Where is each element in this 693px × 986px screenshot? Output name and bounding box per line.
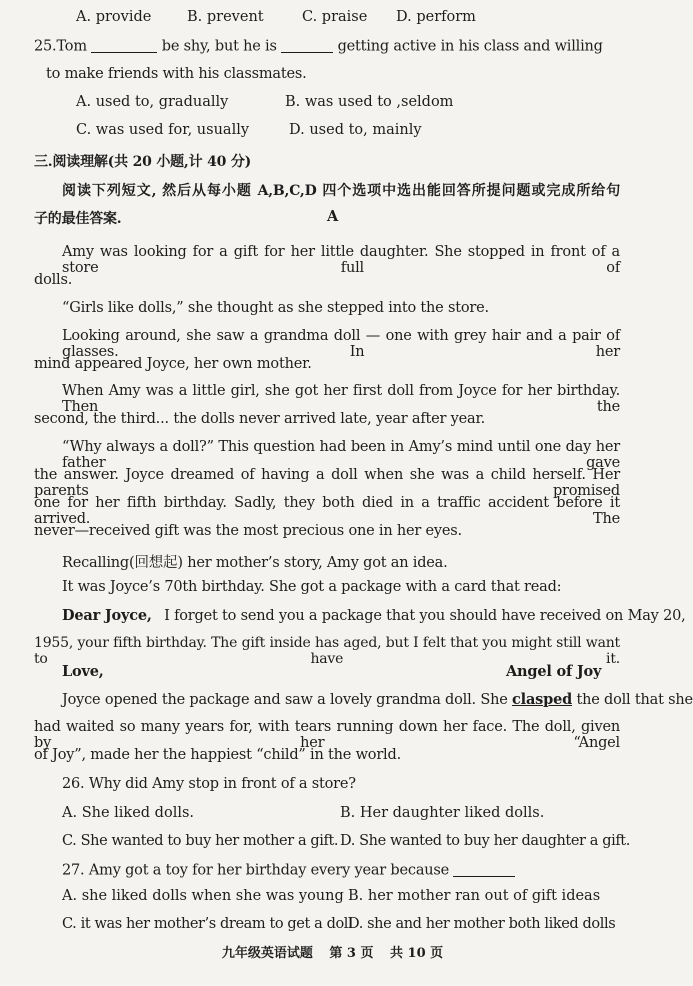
q27-option-a: A. she liked dolls when she was young xyxy=(62,888,344,904)
footer-page: 第 3 页 xyxy=(329,946,374,961)
letter-signature: Angel of Joy xyxy=(506,663,602,680)
passage-line-4: Looking around, she saw a grandma doll — one with grey hair and a pair of glasses. In her xyxy=(62,328,620,360)
passage-line-12: Recalling(回想起) her mother’s story, Amy got an idea. xyxy=(62,555,448,571)
q25-option-d: D. used to, mainly xyxy=(289,122,422,138)
q26-option-b: B. Her daughter liked dolls. xyxy=(340,805,545,821)
q24-option-d: D. perform xyxy=(396,9,476,25)
letter-greeting: Dear Joyce, xyxy=(62,607,152,624)
q27-option-c: C. it was her mother’s dream to get a doll xyxy=(62,916,353,932)
q26-option-a: A. She liked dolls. xyxy=(62,805,195,821)
q25-number: 25.Tom xyxy=(34,38,87,55)
q25-option-c: C. was used for, usually xyxy=(76,122,250,138)
letter-signoff: Love, xyxy=(62,663,104,680)
passage-line-15: 1955, your fifth birthday. The gift inside has aged, but I felt that you might still want to have it. xyxy=(34,635,620,667)
passage-line-7: second, the third... the dolls never arrived late, year after year. xyxy=(34,411,486,427)
q27-stem-text: 27. Amy got a toy for her birthday every year because xyxy=(62,862,450,879)
section-heading: 三.阅读理解(共 20 小题,计 40 分) xyxy=(34,154,252,170)
q24-option-b: B. prevent xyxy=(187,9,264,25)
q25-blank-2 xyxy=(281,37,333,53)
passage-line-17-a: Joyce opened the package and saw a lovely grandma doll. She xyxy=(62,692,508,708)
section-instruction-line1: 阅读下列短文, 然后从每小题 A,B,C,D 四个选项中选出能回答所提问题或完成所给句 xyxy=(62,183,620,199)
q25-option-b: B. was used to ,seldom xyxy=(285,94,454,110)
footer-total: 共 10 页 xyxy=(390,946,444,961)
letter-text-1: I forget to send you a package that you should have received on May 20, xyxy=(164,608,686,624)
q27-option-d: D. she and her mother both liked dolls xyxy=(348,916,616,932)
passage-line-17-b: the doll that she xyxy=(576,692,693,708)
page-footer xyxy=(0,942,665,961)
underlined-word: clasped xyxy=(512,691,573,708)
passage-line-18: had waited so many years for, with tears running down her face. The doll, given by her “Angel xyxy=(34,719,620,751)
passage-line-11: never—received gift was the most precious one in her eyes. xyxy=(34,523,462,539)
q27-blank xyxy=(453,861,515,877)
footer-title: 九年级英语试题 xyxy=(221,946,313,961)
q26-option-c: C. She wanted to buy her mother a gift. xyxy=(62,833,339,849)
passage-line-5: mind appeared Joyce, her own mother. xyxy=(34,356,312,372)
section-instruction-line2: 子的最佳答案. xyxy=(34,211,122,227)
passage-line-13: It was Joyce’s 70th birthday. She got a package with a card that read: xyxy=(62,579,562,595)
q24-option-c: C. praise xyxy=(302,9,368,25)
passage-line-6: When Amy was a little girl, she got her first doll from Joyce for her birthday. Then the xyxy=(62,383,620,415)
passage-label: A xyxy=(327,208,339,225)
q27-stem xyxy=(62,861,515,879)
q25-option-a: A. used to, gradually xyxy=(76,94,229,110)
passage-line-9: the answer. Joyce dreamed of having a doll when she was a child herself. Her parents promised xyxy=(34,467,620,499)
q25-blank-1 xyxy=(91,37,157,53)
passage-line-8: “Why always a doll?” This question had been in Amy’s mind until one day her father gave xyxy=(62,439,620,471)
q25-stem xyxy=(34,37,603,55)
q27-option-b: B. her mother ran out of gift ideas xyxy=(348,888,601,904)
passage-line-2: dolls. xyxy=(34,272,73,288)
q26-option-d: D. She wanted to buy her daughter a gift. xyxy=(340,833,630,849)
passage-line-10: one for her fifth birthday. Sadly, they both died in a traffic accident before it arrived. The xyxy=(34,495,620,527)
passage-line-1: Amy was looking for a gift for her little daughter. She stopped in front of a store full of xyxy=(62,244,620,276)
q24-option-a: A. provide xyxy=(76,9,152,25)
passage-line-19: of Joy”, made her the happiest “child” in the world. xyxy=(34,747,401,763)
passage-line-14 xyxy=(62,607,686,624)
passage-line-3: “Girls like dolls,” she thought as she stepped into the store. xyxy=(62,300,489,316)
q25-stem-cont: to make friends with his classmates. xyxy=(46,66,307,82)
passage-line-17 xyxy=(62,691,693,708)
q25-text-2: getting active in his class and willing xyxy=(337,38,603,55)
q26-stem: 26. Why did Amy stop in front of a store? xyxy=(62,776,356,792)
q25-text-1: be shy, but he is xyxy=(161,38,277,55)
